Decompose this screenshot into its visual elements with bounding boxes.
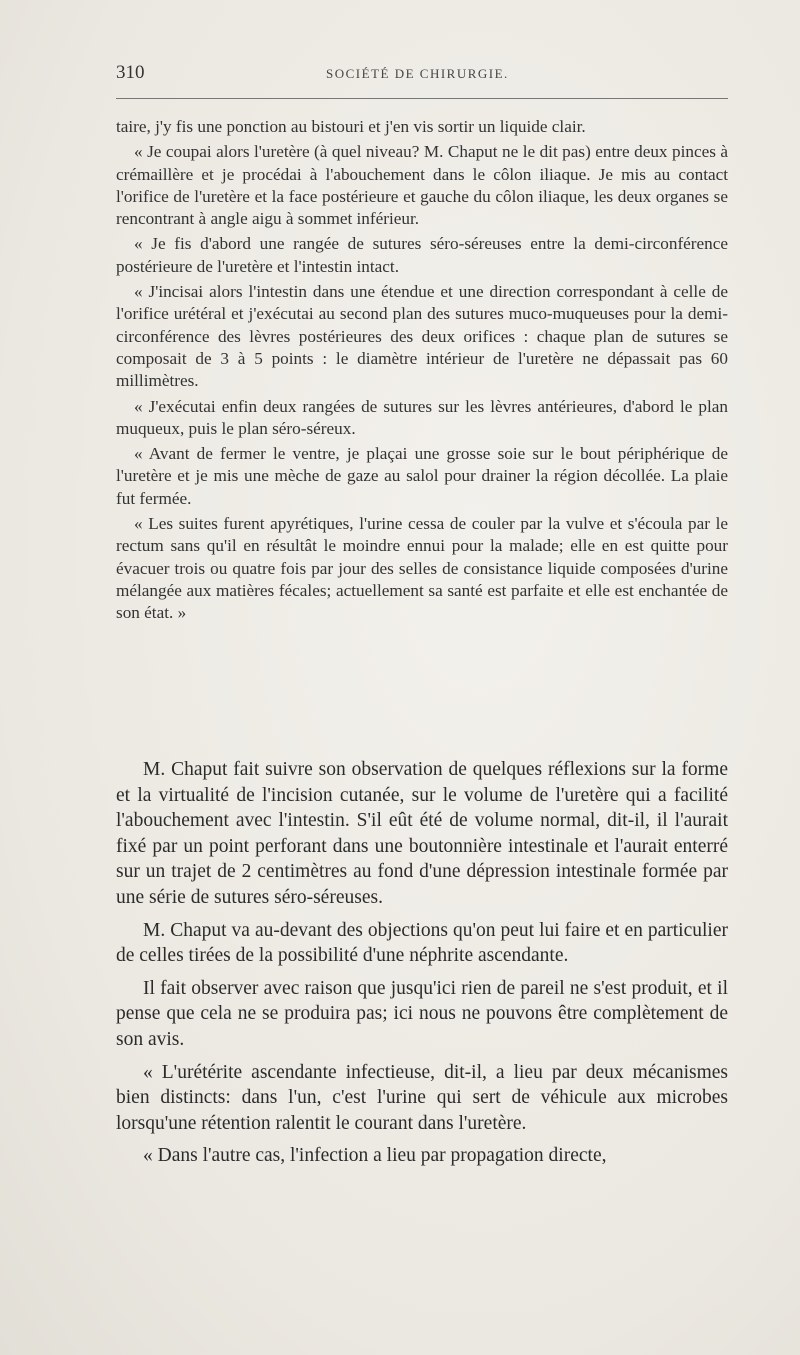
main-paragraph: « Dans l'autre cas, l'infection a lieu par propagation directe,	[143, 1145, 607, 1167]
main-text	[116, 757, 728, 1176]
quoted-paragraph: « Avant de fermer le ventre, je plaçai une grosse soie sur le bout périphérique de l'uretère et je mis une mèche de gaze au salol pour drainer la région décollée. La plaie fut fermée.	[116, 444, 728, 508]
quoted-paragraph: « Je coupai alors l'uretère (à quel niveau? M. Chaput ne le dit pas) entre deux pinces à crémaillère et je procédai à l'abouchement dans le côlon iliaque. Je mis au contact l'orifice de l'uretère et la face postérieure et gauche du côlon iliaque, les deux organes se rencontrant à angle aigu à sommet inférieur.	[116, 142, 728, 229]
quoted-paragraph: taire, j'y fis une ponction au bistouri et j'en vis sortir un liquide clair.	[116, 117, 586, 136]
quoted-paragraph: « J'incisai alors l'intestin dans une étendue et une direction correspondant à celle de l'orifice urétéral et j'exécutai au second plan des sutures muco-muqueuses pour la demi-circonférence des lèvres postérieures des deux orifices : chaque plan de sutures se composait de 3 à 5 points : le diamètre intérieur de l'uretère ne dépassait pas 60 millimètres.	[116, 282, 728, 391]
main-paragraph: Il fait observer avec raison que jusqu'ici rien de pareil ne s'est produit, et il pense que cela ne se produira pas; ici nous ne pouvons être complètement de son avis.	[116, 977, 728, 1050]
header-rule	[116, 98, 728, 99]
main-paragraph: M. Chaput fait suivre son observation de quelques réflexions sur la forme et la virtualité de l'incision cutanée, sur le volume de l'uretère qui a facilité l'abouchement avec l'intestin. S'il eût été de volume normal, dit-il, il l'aurait fixé par un point perforant dans une boutonnière intestinale et l'aurait enterré sur un trajet de 2 centimètres au fond d'une dépression intestinale formée par une série de sutures séro-séreuses.	[116, 759, 728, 908]
running-title: SOCIÉTÉ DE CHIRURGIE.	[326, 66, 509, 81]
quoted-paragraph: « J'exécutai enfin deux rangées de sutures sur les lèvres antérieures, d'abord le plan muqueux, puis le plan séro-séreux.	[116, 396, 728, 438]
quoted-paragraph: « Je fis d'abord une rangée de sutures séro-séreuses entre la demi-circonférence postérieure de l'uretère et l'intestin intact.	[116, 234, 728, 276]
page-header	[116, 62, 728, 92]
main-paragraph: « L'urétérite ascendante infectieuse, dit-il, a lieu par deux mécanismes bien distincts: dans l'un, c'est l'urine qui sert de véhicule aux microbes lorsqu'une rétention ralentit le courant dans l'uretère.	[116, 1061, 728, 1134]
main-paragraph: M. Chaput va au-devant des objections qu'on peut lui faire et en particulier de celles tirées de la possibilité d'une néphrite ascendante.	[116, 919, 728, 967]
quoted-observation	[116, 116, 728, 628]
page-number: 310	[116, 62, 145, 83]
quoted-paragraph: « Les suites furent apyrétiques, l'urine cessa de couler par la vulve et s'écoula par le rectum sans qu'il en résultât le moindre ennui pour la malade; elle en est quitte pour évacuer trois ou quatre fois par jour des selles de consistance liquide composées d'urine mélangée aux matières fécales; actuellement sa santé est parfaite et elle est enchantée de son état. »	[116, 514, 728, 623]
